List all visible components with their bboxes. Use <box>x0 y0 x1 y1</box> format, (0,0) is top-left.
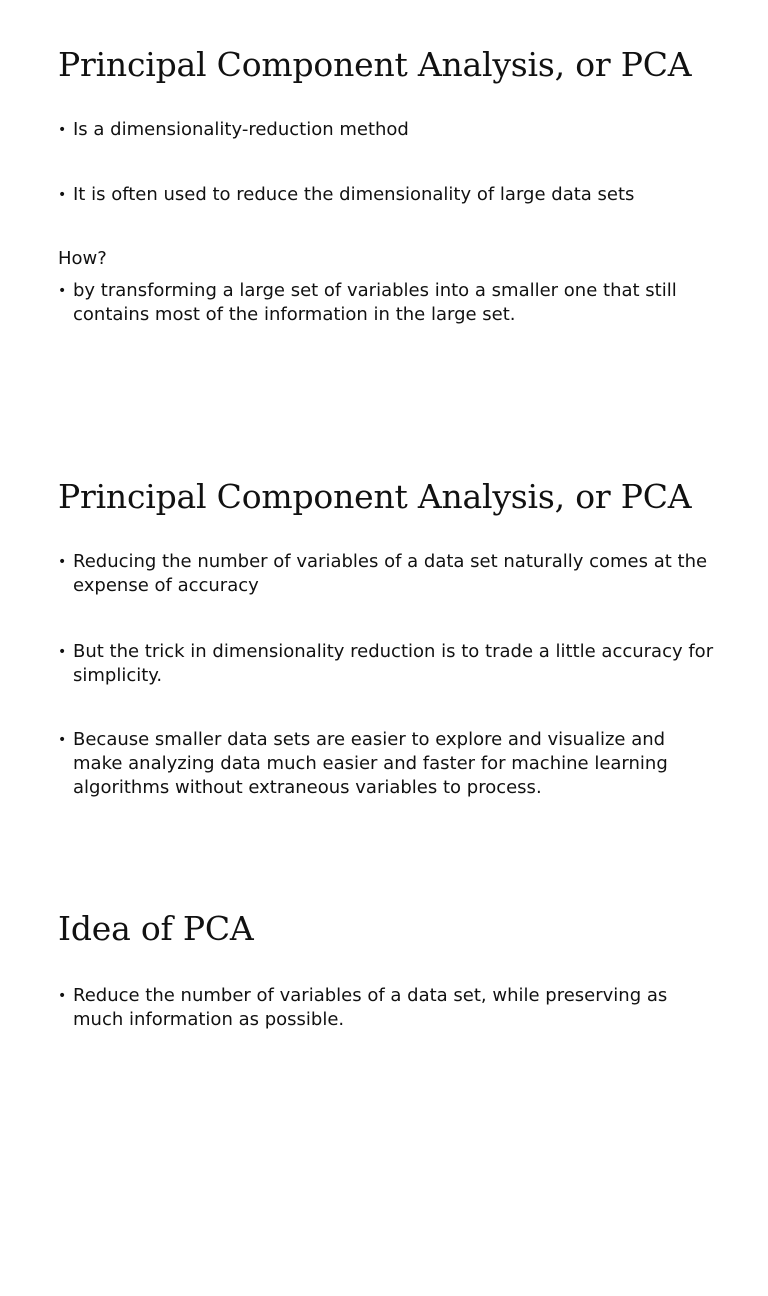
bullet-text: Reducing the number of variables of a data set naturally comes at the expense of accuracy <box>73 551 708 596</box>
slide-title: Principal Component Analysis, or PCA <box>58 45 692 84</box>
bullet-icon: • <box>58 732 67 748</box>
bullet-text: Because smaller data sets are easier to explore and visualize and make analyzing data much easier and faster for machine learning algorithms without extraneous variables to process. <box>73 729 668 798</box>
subheading: How? <box>58 248 107 269</box>
bullet-icon: • <box>58 283 67 299</box>
bullet-text: Is a dimensionality-reduction method <box>73 119 409 140</box>
bullet-item <box>58 118 718 142</box>
bullet-icon: • <box>58 988 67 1004</box>
bullet-icon: • <box>58 644 67 660</box>
bullet-item <box>58 279 698 327</box>
bullet-icon: • <box>58 122 67 138</box>
slide-1 <box>0 0 768 432</box>
bullet-item <box>58 728 678 800</box>
slide-2 <box>0 432 768 864</box>
bullet-text: by transforming a large set of variables into a smaller one that still contains most of the information in the large set. <box>73 280 677 325</box>
bullet-text: Reduce the number of variables of a data set, while preserving as much information as possible. <box>73 985 668 1030</box>
bullet-text: It is often used to reduce the dimensionality of large data sets <box>73 184 635 205</box>
bullet-icon: • <box>58 554 67 570</box>
bullet-item <box>58 984 698 1032</box>
bullet-item <box>58 640 718 688</box>
bullet-icon: • <box>58 187 67 203</box>
slide-3 <box>0 864 768 1296</box>
bullet-item <box>58 183 718 207</box>
slide-title: Idea of PCA <box>58 909 254 948</box>
bullet-text: But the trick in dimensionality reduction is to trade a little accuracy for simplicity. <box>73 641 714 686</box>
slide-title: Principal Component Analysis, or PCA <box>58 477 692 516</box>
bullet-item <box>58 550 718 598</box>
